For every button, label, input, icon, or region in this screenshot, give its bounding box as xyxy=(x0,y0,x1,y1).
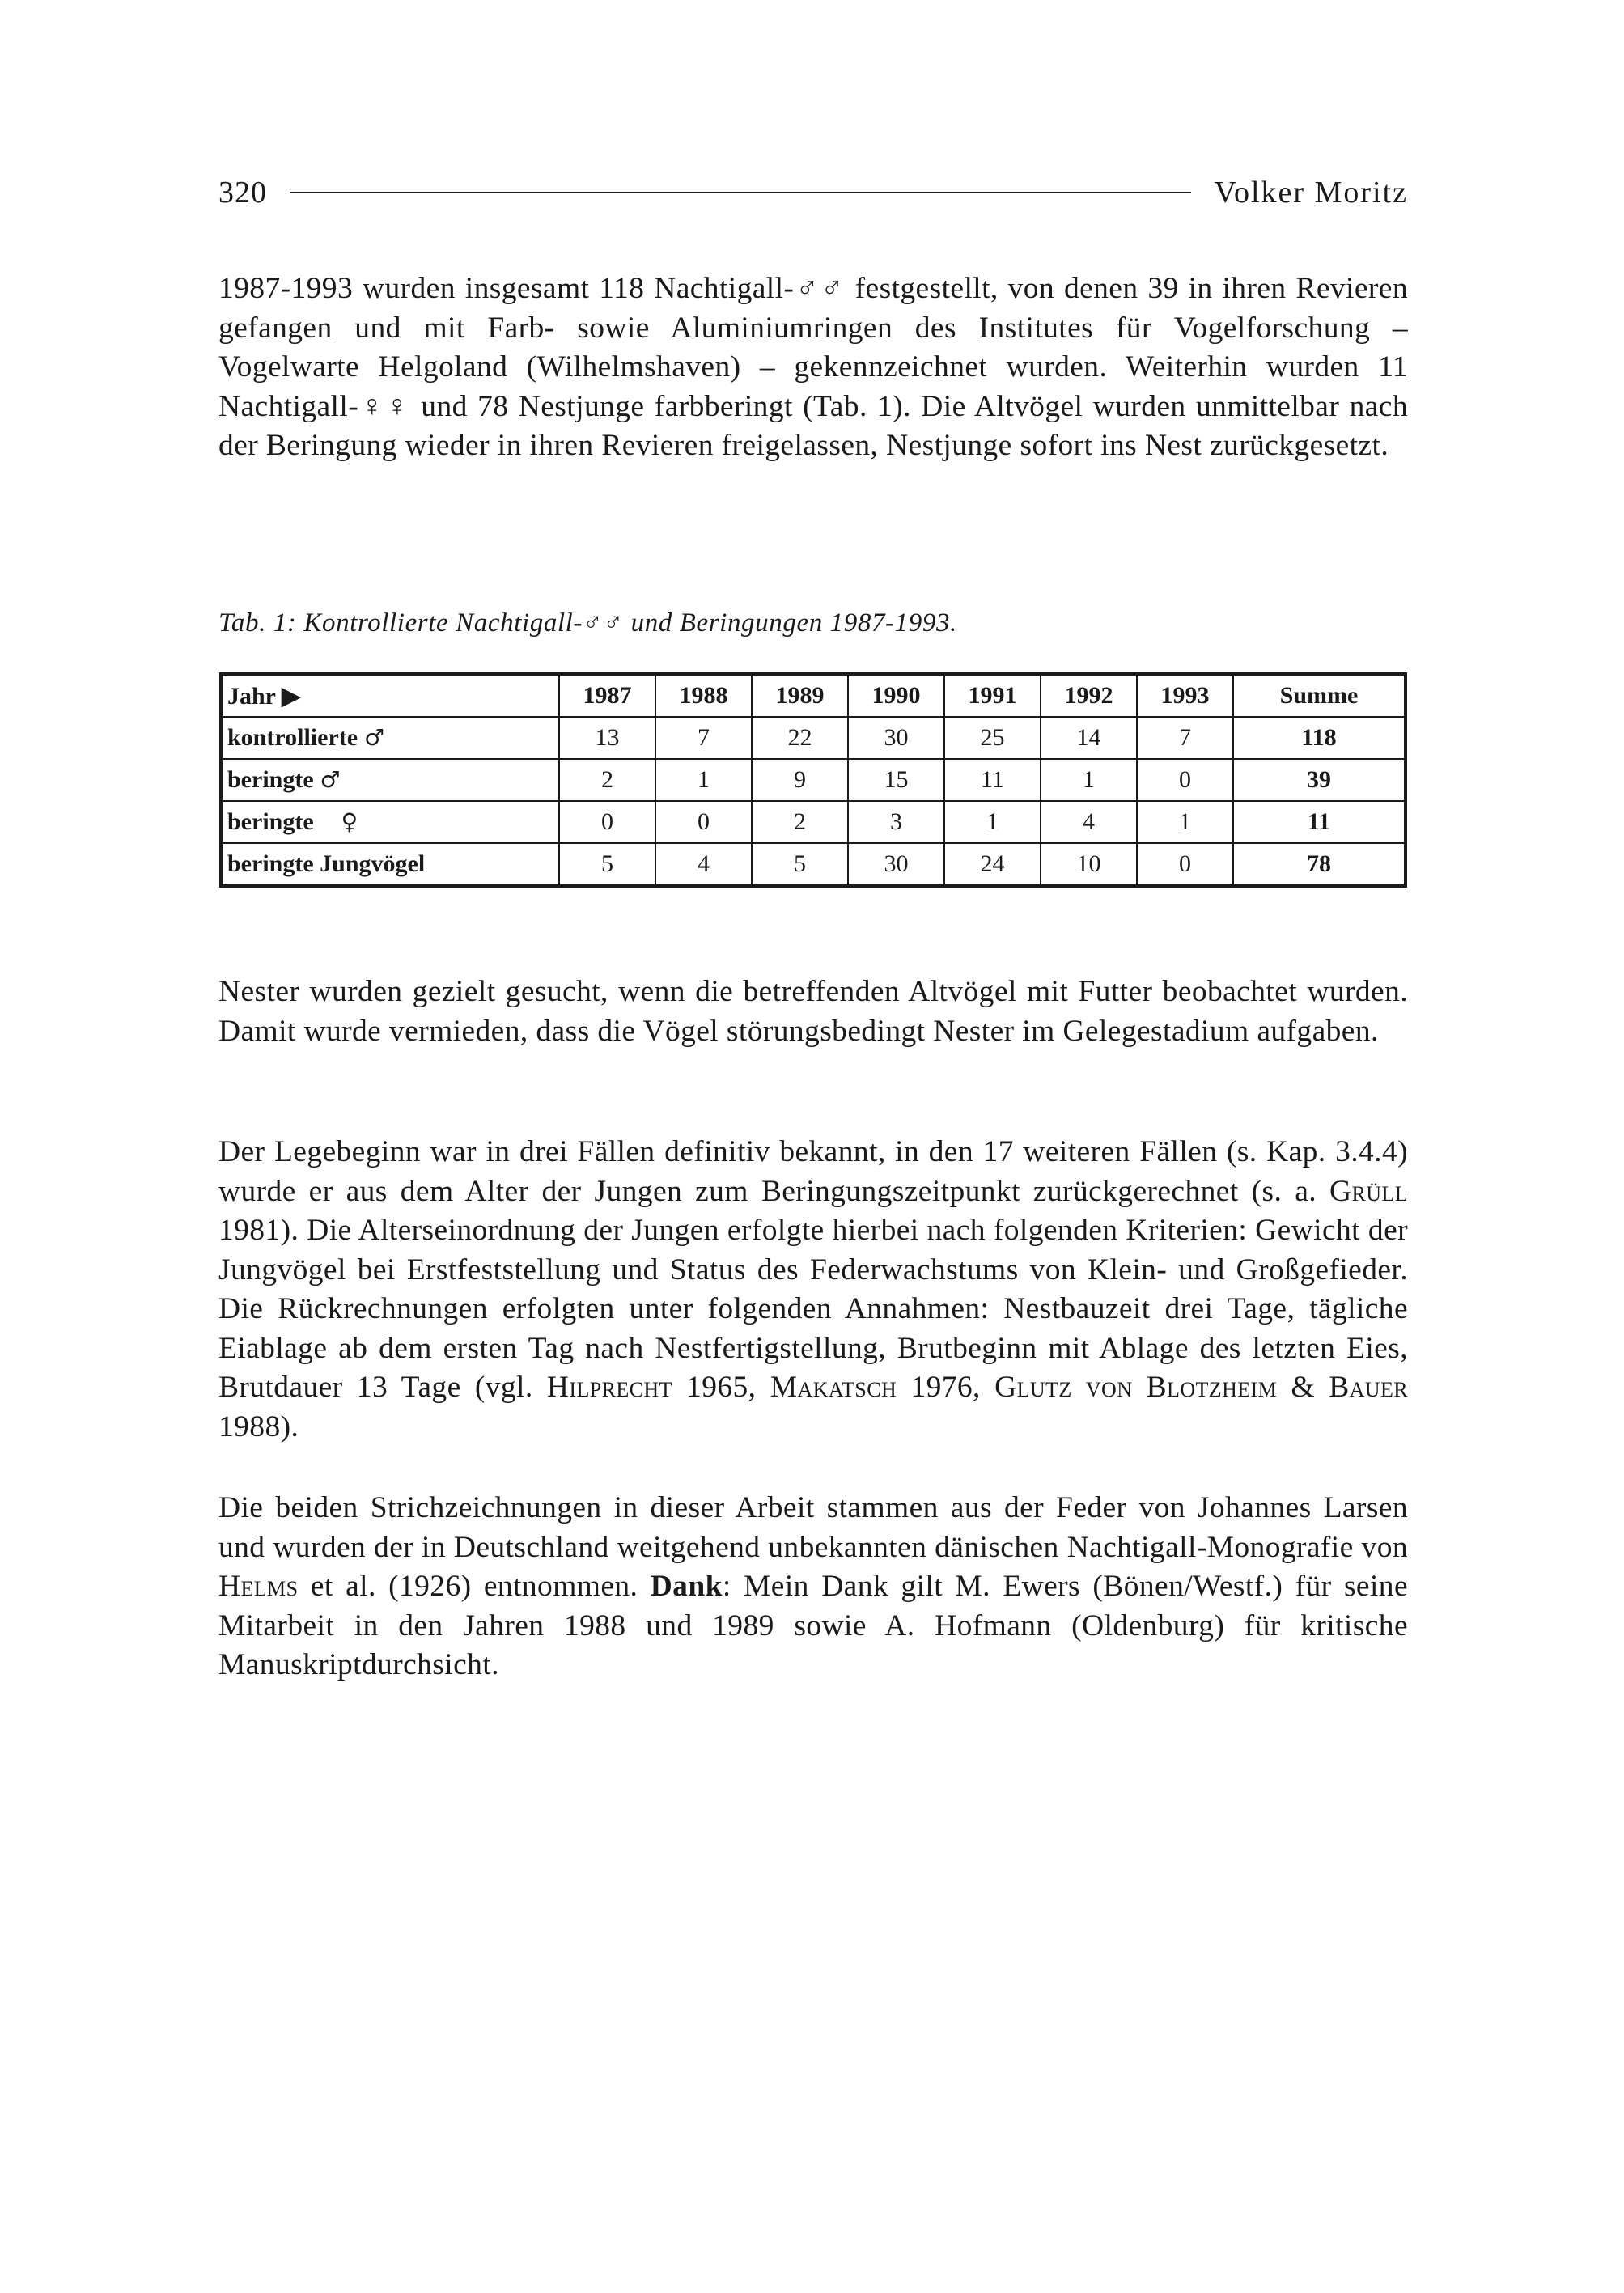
row-label xyxy=(221,843,559,886)
year-cell: 1988 xyxy=(655,674,752,717)
text-run: & xyxy=(1277,1371,1329,1404)
sum-cell: 39 xyxy=(1233,759,1406,801)
table-header-row xyxy=(221,674,1406,717)
table-cell: 11 xyxy=(944,759,1041,801)
table-cell: 1 xyxy=(655,759,752,801)
row-label xyxy=(221,717,559,759)
table-cell: 7 xyxy=(655,717,752,759)
table-cell: 2 xyxy=(559,759,655,801)
running-header xyxy=(218,170,1408,215)
table-cell: 5 xyxy=(559,843,655,886)
citation-author: Glutz von Blotzheim xyxy=(994,1371,1278,1404)
female-symbol-icon: ♀ xyxy=(341,808,358,835)
table-cell: 0 xyxy=(559,801,655,843)
table-cell: 22 xyxy=(752,717,848,759)
row-label-text: beringte Jungvögel xyxy=(227,850,426,877)
text-run: 1988). xyxy=(218,1409,299,1443)
sum-header-cell: Summe xyxy=(1233,674,1406,717)
sum-cell: 78 xyxy=(1233,843,1406,886)
table-cell: 13 xyxy=(559,717,655,759)
table-cell: 0 xyxy=(655,801,752,843)
text-run: 1965, xyxy=(672,1371,770,1404)
table-cell: 25 xyxy=(944,717,1041,759)
table-cell: 7 xyxy=(1137,717,1233,759)
text-run: : Mein Dank gilt M. Ewers (Bönen/Westf.) für seine Mitarbeit in den Jahren 1988 und 1989 sowie A. Hofmann (Oldenburg) für kritische Manuskriptdurchsicht. xyxy=(218,1570,1408,1681)
table-cell: 30 xyxy=(848,843,944,886)
table-cell: 15 xyxy=(848,759,944,801)
text-run: 1981). Die Alterseinordnung der Jungen erfolgte hierbei nach folgenden Kriterien: Gewicht der Jungvögel bei Erstfeststellung und Status des Federwachstums von Klein- und Großgefieder. Die Rückrechnungen erfolgten unter folgenden Annahmen: Nestbauzeit drei Tage, tägliche Eiablage ab dem ersten Tag nach Nestfertigstellung, Brutbeginn mit Ablage des letzten Eies, Brutdauer 13 Tage (vgl. xyxy=(218,1214,1408,1404)
table-cell: 4 xyxy=(655,843,752,886)
table-cell: 4 xyxy=(1041,801,1137,843)
table-row xyxy=(221,717,1406,759)
table-row xyxy=(221,759,1406,801)
running-author: Volker Moritz xyxy=(1214,176,1408,210)
table-cell: 1 xyxy=(1137,801,1233,843)
text-run: et al. (1926) entnommen. xyxy=(298,1570,651,1603)
year-cell: 1987 xyxy=(559,674,655,717)
paragraph-laying-date xyxy=(218,1133,1408,1447)
citation-author: Grüll xyxy=(1329,1174,1408,1208)
text-run: Die beiden Strichzeichnungen in dieser Arbeit stammen aus der Feder von Johannes Larsen und wurden der in Deutschland weitgehend unbekannten dänischen Nachtigall-Monografie von xyxy=(218,1491,1408,1564)
year-cell: 1989 xyxy=(752,674,848,717)
male-symbol-icon: ♂ xyxy=(320,766,341,793)
table-row xyxy=(221,801,1406,843)
year-cell: 1993 xyxy=(1137,674,1233,717)
row-label-text: kontrollierte xyxy=(227,724,358,751)
paragraph-acknowledgements xyxy=(218,1489,1408,1685)
table-caption: Tab. 1: Kontrollierte Nachtigall-♂♂ und Beringungen 1987-1993. xyxy=(218,608,957,638)
ringing-table xyxy=(219,672,1407,888)
citation-author: Bauer xyxy=(1329,1371,1409,1404)
sum-cell: 11 xyxy=(1233,801,1406,843)
page-number: 320 xyxy=(218,176,267,210)
sum-cell: 118 xyxy=(1233,717,1406,759)
thanks-heading: Dank xyxy=(650,1570,723,1603)
row-label-text: beringte xyxy=(227,766,314,793)
table-cell: 5 xyxy=(752,843,848,886)
row-label-text: beringte xyxy=(227,808,314,835)
table-cell: 2 xyxy=(752,801,848,843)
text-run: 1976, xyxy=(897,1371,995,1404)
year-cell: 1992 xyxy=(1041,674,1137,717)
table-cell: 9 xyxy=(752,759,848,801)
table-cell: 0 xyxy=(1137,843,1233,886)
citation-author: Makatsch xyxy=(770,1371,897,1404)
citation-author: Helms xyxy=(218,1570,299,1603)
table-cell: 14 xyxy=(1041,717,1137,759)
table-cell: 24 xyxy=(944,843,1041,886)
table-cell: 3 xyxy=(848,801,944,843)
table-cell: 30 xyxy=(848,717,944,759)
table-row xyxy=(221,843,1406,886)
year-cell: 1990 xyxy=(848,674,944,717)
table-cell: 1 xyxy=(944,801,1041,843)
header-rule xyxy=(290,192,1191,193)
year-header-cell: Jahr ▶ xyxy=(221,674,559,717)
table-cell: 10 xyxy=(1041,843,1137,886)
male-symbol-icon: ♂ xyxy=(364,724,385,751)
table-cell: 0 xyxy=(1137,759,1233,801)
row-label xyxy=(221,759,559,801)
year-cell: 1991 xyxy=(944,674,1041,717)
text-run: Der Legebeginn war in drei Fällen definitiv bekannt, in den 17 weiteren Fällen (s. Kap. 3.4.4) wurde er aus dem Alter der Jungen zum Beringungszeitpunkt zurückgerechnet (s. a. xyxy=(218,1135,1408,1208)
paragraph-nest-search: Nester wurden gezielt gesucht, wenn die betreffenden Altvögel mit Futter beobachtet wurden. Damit wurde vermieden, dass die Vögel störungsbedingt Nester im Gelegestadium aufgaben. xyxy=(218,975,1408,1048)
citation-author: Hilprecht xyxy=(546,1371,672,1404)
table-cell: 1 xyxy=(1041,759,1137,801)
paragraph-ringing-overview: 1987-1993 wurden insgesamt 118 Nachtigall-♂♂ festgestellt, von denen 39 in ihren Revieren gefangen und mit Farb- sowie Aluminiumringen des Institutes für Vogelforschung – Vogelwarte Helgoland (Wilhelmshaven) – gekennzeichnet wurden. Weiterhin wurden 11 Nachtigall-♀♀ und 78 Nestjunge farbberingt (Tab. 1). Die Altvögel wurden unmittelbar nach der Beringung wieder in ihren Revieren freigelassen, Nestjunge sofort ins Nest zurückgesetzt. xyxy=(218,272,1408,462)
row-label xyxy=(221,801,559,843)
